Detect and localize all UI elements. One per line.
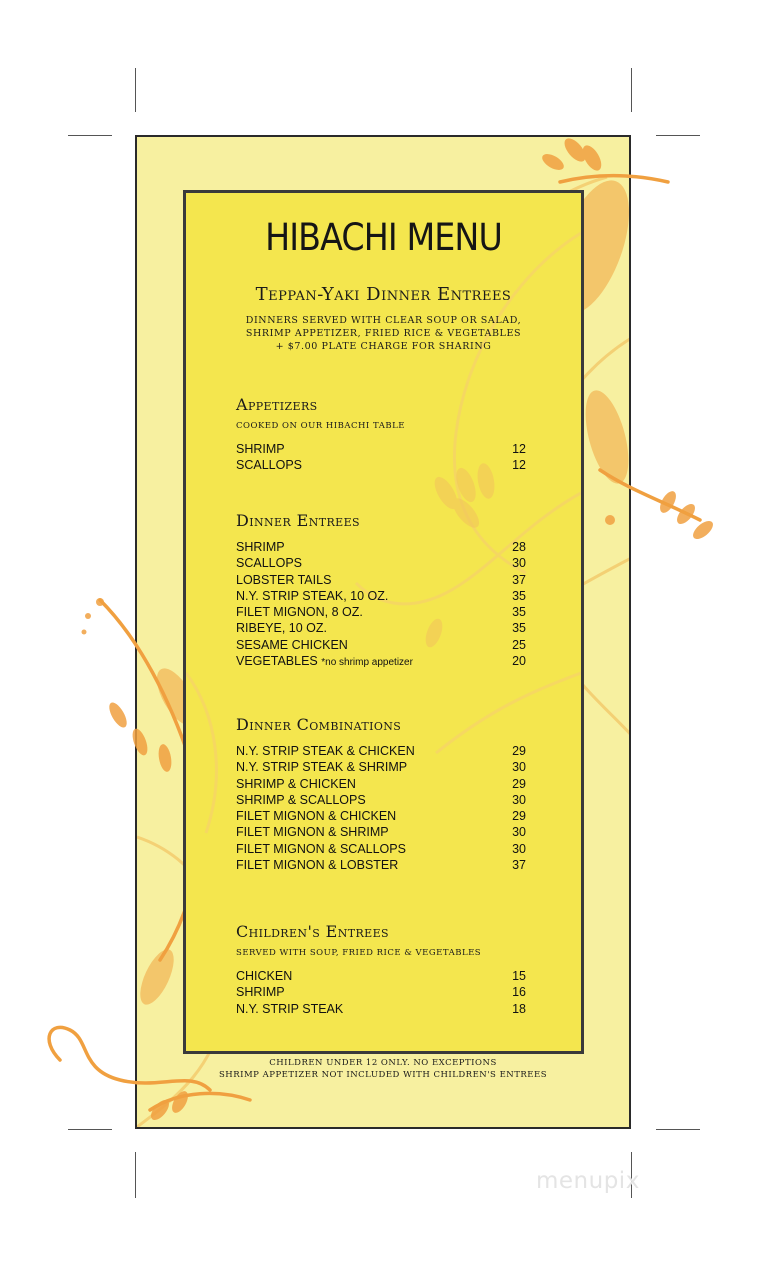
item-name: SHRIMP & SCALLOPS [236, 792, 366, 807]
menu-item [236, 637, 526, 653]
item-name: SHRIMP [236, 540, 285, 554]
item-name: SCALLOPS [236, 458, 303, 473]
item-price: 12 [512, 442, 526, 456]
item-price: 20 [512, 654, 526, 669]
menu-subtitle: Teppan-Yaki Dinner Entrees [255, 284, 512, 305]
menu-item [236, 808, 526, 824]
menu-footer [135, 1057, 631, 1081]
menu-item [236, 555, 526, 571]
item-name: FILET MIGNON & SHRIMP [236, 825, 389, 840]
item-price: 25 [512, 637, 526, 652]
section-dinner-combinations [236, 715, 526, 873]
item-price: 29 [512, 776, 526, 791]
menu-item [236, 457, 526, 473]
item-price: 30 [512, 556, 526, 571]
item-name: FILET MIGNON & LOBSTER [236, 858, 399, 873]
item-price: 35 [512, 605, 526, 620]
menu-item [236, 743, 526, 759]
item-price: 30 [512, 825, 526, 840]
section-dinner-entrees [236, 511, 526, 669]
item-name: VEGETABLES [236, 654, 318, 669]
menu-notes [183, 314, 584, 353]
menu-item [236, 841, 526, 857]
item-price: 18 [512, 1001, 526, 1016]
menu-item [236, 1001, 526, 1017]
item-name: CHICKEN [236, 969, 293, 983]
menu-item [236, 620, 526, 636]
menu-item [236, 792, 526, 808]
item-price: 35 [512, 621, 526, 636]
item-price: 37 [512, 858, 526, 873]
menu-item [236, 776, 526, 792]
section-title: Children's Entrees [236, 922, 389, 941]
menu-item [236, 984, 526, 1000]
item-name: SESAME CHICKEN [236, 637, 348, 652]
item-price: 37 [512, 572, 526, 587]
footer-line: SHRIMP APPETIZER NOT INCLUDED WITH CHILDREN'S ENTREES [218, 1070, 548, 1080]
item-name: N.Y. STRIP STEAK & SHRIMP [236, 760, 408, 775]
item-price: 16 [512, 985, 526, 1000]
footer-line: CHILDREN UNDER 12 ONLY. NO EXCEPTIONS [269, 1058, 497, 1068]
item-price: 35 [512, 588, 526, 603]
menu-item [236, 857, 526, 873]
item-name: SHRIMP [236, 985, 285, 1000]
watermark: menupix [536, 1168, 640, 1194]
section-title: Appetizers [236, 395, 318, 414]
menu-item [236, 759, 526, 775]
menu-item [236, 824, 526, 840]
item-name: SHRIMP [236, 442, 285, 456]
item-price: 29 [512, 809, 526, 824]
note-line: DINNERS SERVED WITH CLEAR SOUP OR SALAD, [245, 315, 522, 326]
item-name: N.Y. STRIP STEAK [236, 1001, 344, 1016]
menu-item [236, 441, 526, 457]
item-name: FILET MIGNON & SCALLOPS [236, 841, 406, 856]
section-title: Dinner Entrees [236, 511, 360, 530]
note-line: + $7.00 PLATE CHARGE FOR SHARING [275, 341, 492, 352]
item-price: 28 [512, 540, 526, 554]
item-name-with-note [236, 653, 413, 671]
item-name: N.Y. STRIP STEAK & CHICKEN [236, 744, 415, 758]
section-note: COOKED ON OUR HIBACHI TABLE [236, 421, 405, 431]
item-price: 29 [512, 744, 526, 758]
menu-item [236, 588, 526, 604]
item-name: N.Y. STRIP STEAK, 10 OZ. [236, 588, 389, 603]
menu-item [236, 572, 526, 588]
item-price: 30 [512, 841, 526, 856]
section-title: Dinner Combinations [236, 715, 402, 734]
item-name: SCALLOPS [236, 556, 303, 571]
note-line: SHRIMP APPETIZER, FRIED RICE & VEGETABLES [245, 328, 522, 339]
item-name: FILET MIGNON & CHICKEN [236, 809, 397, 824]
item-price: 15 [512, 969, 526, 983]
menu-item [236, 604, 526, 620]
item-price: 30 [512, 760, 526, 775]
item-name: FILET MIGNON, 8 OZ. [236, 605, 363, 620]
menu-title: HIBACHI MENU [265, 216, 502, 259]
menu-item [236, 539, 526, 555]
menu-item [236, 968, 526, 984]
section-note: SERVED WITH SOUP, FRIED RICE & VEGETABLES [236, 948, 482, 958]
item-subnote: *no shrimp appetizer [321, 657, 413, 669]
section-childrens-entrees [236, 922, 526, 1017]
item-name: RIBEYE, 10 OZ. [236, 621, 328, 636]
item-price: 12 [512, 458, 526, 473]
menu-item [236, 653, 526, 669]
item-name: LOBSTER TAILS [236, 572, 332, 587]
section-appetizers [236, 395, 526, 474]
item-price: 30 [512, 792, 526, 807]
item-name: SHRIMP & CHICKEN [236, 776, 356, 791]
